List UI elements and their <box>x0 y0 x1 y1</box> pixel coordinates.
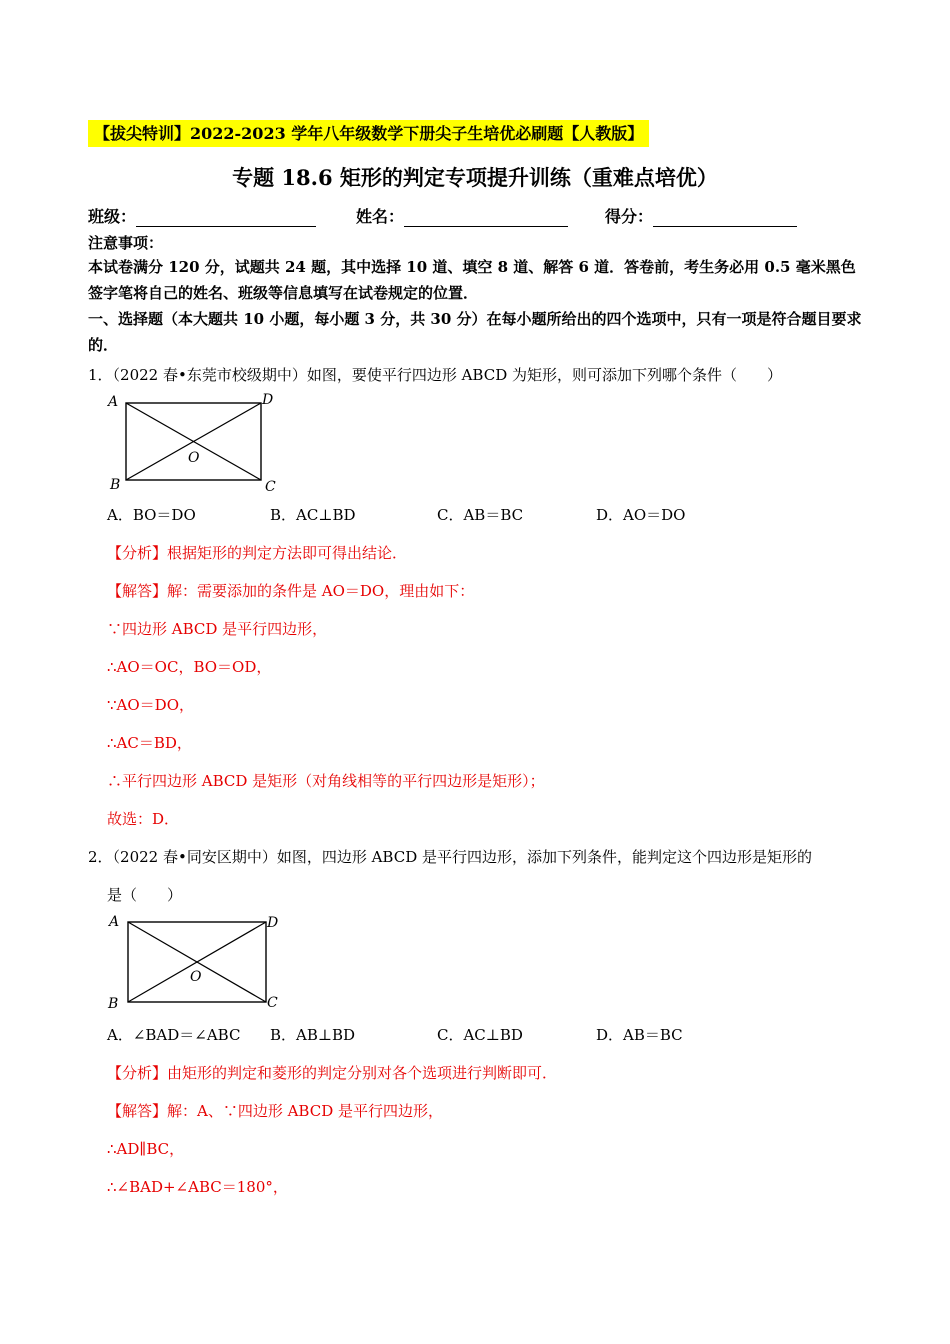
class-label: 班级： <box>88 207 137 226</box>
q1-analysis: 【分析】根据矩形的判定方法即可得出结论． <box>107 544 408 562</box>
q2-option-a: A．∠BAD＝∠ABC <box>107 1026 241 1044</box>
section-one-heading: 一、选择题（本大题共 10 小题，每小题 3 分，共 30 分）在每小题所给出的四个选项中，只有一项是符合题目要求的． <box>88 310 862 354</box>
q1-option-b: B．AC⊥BD <box>270 506 356 524</box>
q2-label-c: C <box>267 995 278 1011</box>
q1-step-4: ∴AC＝BD， <box>107 734 192 752</box>
q1-label-a: A <box>108 394 119 410</box>
q1-label-c: C <box>265 479 276 495</box>
q1-option-d: D．AO＝DO <box>596 506 686 524</box>
q2-label-a: A <box>109 914 120 930</box>
q2-label-d: D <box>267 915 279 931</box>
score-label: 得分： <box>605 207 654 226</box>
class-field <box>88 204 316 227</box>
notes-heading: 注意事项： <box>88 234 164 252</box>
q1-step-3: ∵AO＝DO， <box>107 696 194 714</box>
q1-option-c: C．AB＝BC <box>437 506 524 524</box>
q2-option-c: C．AC⊥BD <box>437 1026 523 1044</box>
q2-step-2: ∴∠BAD+∠ABC＝180°， <box>107 1178 288 1196</box>
q1-step-2: ∴AO＝OC，BO＝OD， <box>107 658 272 676</box>
name-field <box>356 204 568 227</box>
q2-option-b: B．AB⊥BD <box>270 1026 356 1044</box>
q2-stem-line-1: 2．（2022 春•同安区期中）如图，四边形 ABCD 是平行四边形，添加下列条件，能判定这个四边形是矩形的 <box>88 848 813 866</box>
score-field <box>605 204 797 227</box>
q1-figure <box>100 388 290 496</box>
q1-option-a: A．BO＝DO <box>107 506 196 524</box>
q2-step-1: ∴AD∥BC， <box>107 1140 185 1158</box>
class-blank <box>136 208 316 227</box>
q2-option-d: D．AB＝BC <box>596 1026 683 1044</box>
q1-stem: 1．（2022 春•东莞市校级期中）如图，要使平行四边形 ABCD 为矩形，则可添加下列哪个条件（ ） <box>88 366 783 384</box>
q1-label-o: O <box>188 450 200 466</box>
q2-label-o: O <box>190 969 202 985</box>
name-label: 姓名： <box>356 207 405 226</box>
header-banner: 【拔尖特训】2022-2023 学年八年级数学下册尖子生培优必刷题【人教版】 <box>88 120 649 147</box>
q2-label-b: B <box>108 996 119 1012</box>
q1-answer-line: 【解答】解：需要添加的条件是 AO＝DO，理由如下： <box>107 582 475 600</box>
name-blank <box>404 208 568 227</box>
q1-step-5: ∴平行四边形 ABCD 是矩形（对角线相等的平行四边形是矩形）； <box>107 772 545 790</box>
page-title: 专题 18.6 矩形的判定专项提升训练（重难点培优） <box>232 165 718 190</box>
notes-text: 本试卷满分 120 分，试题共 24 题，其中选择 10 道、填空 8 道、解答 6 道．答卷前，考生务必用 0.5 毫米黑色签字笔将自己的姓名、班级等信息填写在试卷规定的位置． <box>88 258 856 302</box>
q1-choice: 故选：D． <box>107 810 180 828</box>
q1-step-1: ∵四边形 ABCD 是平行四边形， <box>107 620 328 638</box>
q2-stem-line-2: 是（ ） <box>107 886 183 904</box>
q2-answer-line: 【解答】解：A、∵四边形 ABCD 是平行四边形， <box>107 1102 444 1120</box>
q2-figure <box>100 910 290 1014</box>
score-blank <box>653 208 797 227</box>
q1-label-d: D <box>262 392 274 408</box>
q2-analysis: 【分析】由矩形的判定和菱形的判定分别对各个选项进行判断即可． <box>107 1064 558 1082</box>
q1-label-b: B <box>110 477 121 493</box>
